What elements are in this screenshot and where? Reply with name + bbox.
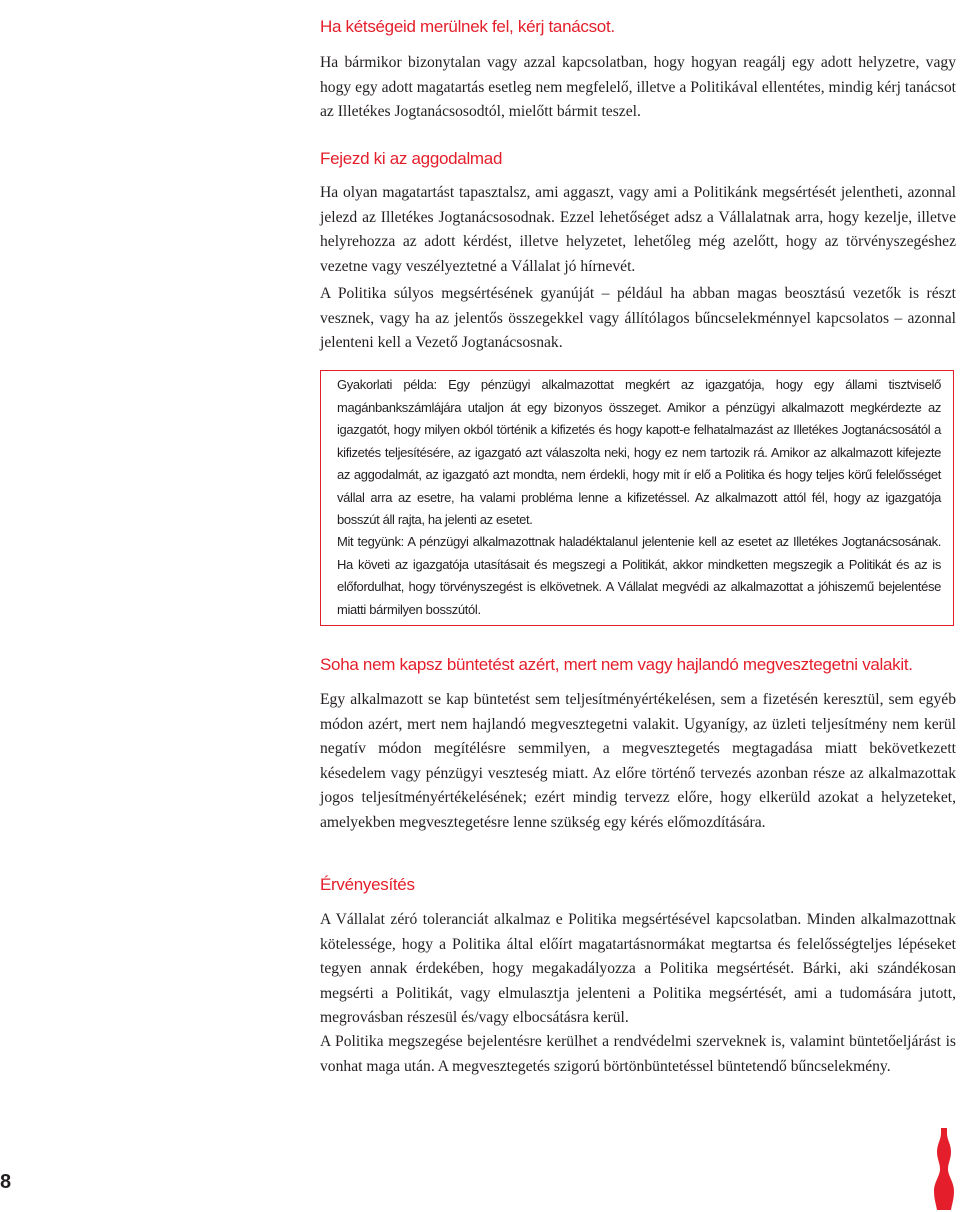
paragraph-concerns-2: A Politika súlyos megsértésének gyanúját – például ha abban magas beosztású vezetők is részt vesznek, vagy ha az jelentős összegekkel vagy állítólagos bűncselekménnyel kapcsolatos – azonnal jelenteni kell a Vezető Jogtanácsosnak. <box>320 285 956 351</box>
example-box <box>320 370 954 626</box>
what-to-do-paragraph: Mit tegyünk: A pénzügyi alkalmazottnak haladéktalanul jelentenie kell az esetet az Illetékes Jogtanácsosának. Ha követi az igazgatója utasításait és megszegi a Politikát, akkor mindketten megszegik a Politikát és az is előfordulhat, hogy törvényszegést is elkövetnek. A Vállalat megvédi az alkalmazottat a jóhiszemű bejelentése miatti bármilyen bosszútól. <box>337 534 941 617</box>
section-heading-advice: Ha kétségeid merülnek fel, kérj tanácsot. <box>320 17 615 36</box>
paragraph-advice: Ha bármikor bizonytalan vagy azzal kapcsolatban, hogy hogyan reagálj egy adott helyzetre, vagy hogy egy adott magatartás esetleg nem megfelelő, illetve a Politikával ellentétes, mindig kérj tanácsot az Illetékes Jogtanácsosodtól, mielőtt bármit teszel. <box>320 54 956 120</box>
paragraph-enforcement-1: A Vállalat zéró toleranciát alkalmaz e Politika megsértésével kapcsolatban. Minden alkalmazottnak kötelessége, hogy a Politika által előírt magatartásnormákat megtartsa és felelősségteljes lépéseket tegyen annak érdekében, hogy megakadályozza a Politika megsértését. Bárki, aki szándékosan megsérti a Politikát, vagy elmulasztja jelenteni a Politika megsértését, ami a tudomására jutott, megrovásban részesül és/vagy elbocsátásra kerül. <box>320 911 956 1026</box>
section-heading-concerns: Fejezd ki az aggodalmad <box>320 149 503 168</box>
page-number: 8 <box>0 1171 12 1193</box>
paragraph-concerns-1: Ha olyan magatartást tapasztalsz, ami aggaszt, vagy ami a Politikánk megsértését jelentheti, azonnal jelezd az Illetékes Jogtanácsosodnak. Ezzel lehetőséget adsz a Vállalatnak arra, hogy kezelje, illetve helyrehozza az adott kérdést, illetve helyzetet, lehetőleg még azelőtt, hogy az törvényszegéshez vezetne vagy veszélyeztetné a Vállalat jó hírnevét. <box>320 184 956 275</box>
section-heading-no-punishment: Soha nem kapsz büntetést azért, mert nem vagy hajlandó megvesztegetni valakit. <box>320 655 913 674</box>
bottle-icon <box>932 1128 956 1210</box>
paragraph-enforcement-2: A Politika megszegése bejelentésre kerülhet a rendvédelmi szerveknek is, valamint büntetőeljárást is vonhat maga után. A megvesztegetés szigorú börtönbüntetéssel büntetendő bűncselekmény. <box>320 1033 956 1075</box>
example-paragraph: Gyakorlati példa: Egy pénzügyi alkalmazottat megkért az igazgatója, hogy egy állami tisztviselő magánbankszámlájára utaljon át egy bizonyos összeget. Amikor a pénzügyi alkalmazott megkérdezte az igazgatót, hogy milyen okból történik a kifizetés és hogy kapott-e felhatalmazást az Illetékes Jogtanácsosától a kifizetés teljesítésére, az igazgató azt válaszolta neki, hogy ez nem tartozik rá. Amikor az alkalmazott kifejezte az aggodalmát, az igazgató azt mondta, nem érdekli, hogy mit ír elő a Politika és hogy teljes körű felelősséget vállal arra az esetre, ha valami probléma lenne a kifizetéssel. Az alkalmazott attól fél, hogy az igazgatója bosszút áll rajta, ha jelenti az esetet. <box>337 377 941 527</box>
section-heading-enforcement: Érvényesítés <box>320 875 415 894</box>
paragraph-no-punishment: Egy alkalmazott se kap büntetést sem teljesítményértékelésen, sem a fizetésén keresztül, sem egyéb módon azért, mert nem hajlandó megvesztegetni valakit. Ugyanígy, az üzleti teljesítmény nem kerül negatív módon megítélésre semmilyen, a megvesztegetés megtagadása miatt bekövetkezett késedelem vagy pénzügyi veszteség miatt. Az előre történő tervezés azonban része az alkalmazottak jogos teljesítményértékelésének; ezért mindig tervezz előre, hogy elkerüld azokat a helyzeteket, amelyekben megvesztegetésre lenne szükség egy kérés előmozdítására. <box>320 691 956 831</box>
